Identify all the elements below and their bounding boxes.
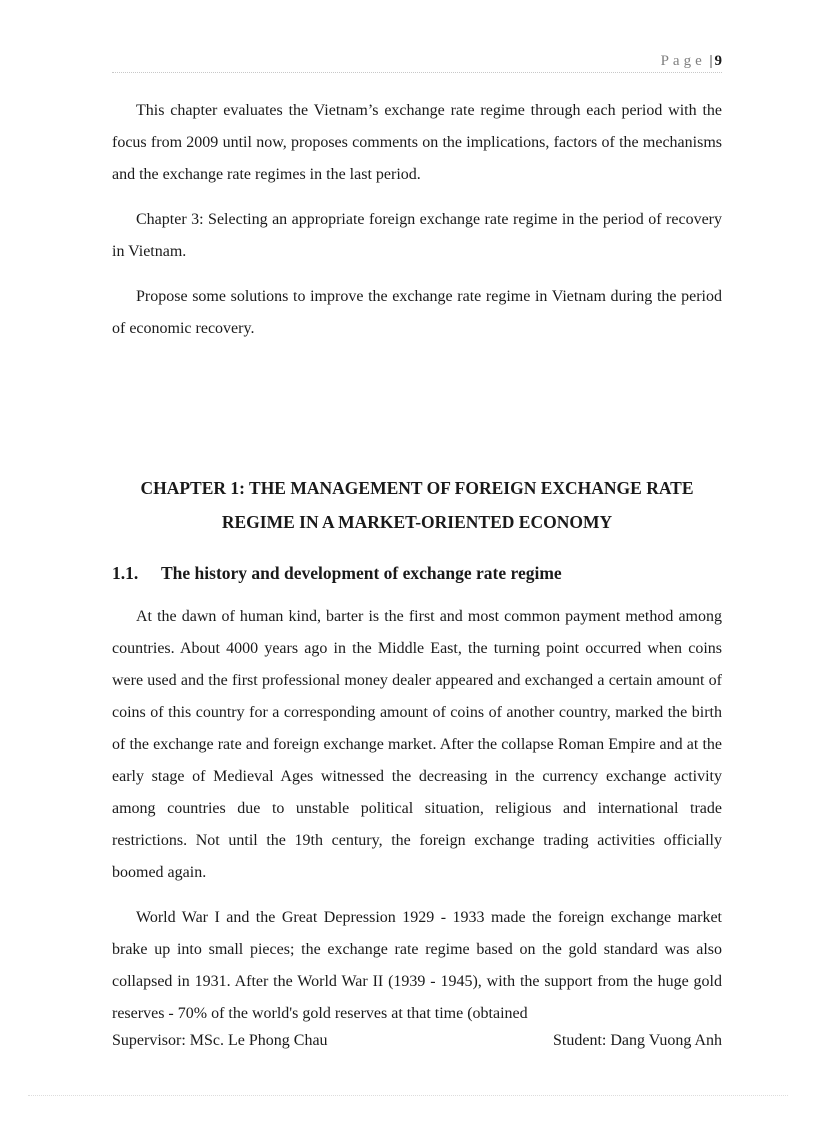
chapter-title: [112, 471, 722, 539]
chapter-title-line-2: REGIME IN A MARKET-ORIENTED ECONOMY: [221, 512, 613, 532]
intro-paragraph-3: Propose some solutions to improve the exchange rate regime in Vietnam during the period of economic recovery.: [112, 288, 722, 337]
page-header: [112, 50, 722, 73]
intro-paragraph-1: This chapter evaluates the Vietnam’s exchange rate regime through each period with the focus from 2009 until now, proposes comments on the implications, factors of the mechanisms and the exchange rate regimes in the last period.: [112, 102, 722, 183]
footer-student: Student: Dang Vuong Anh: [553, 1032, 722, 1049]
section-number: 1.1.: [112, 563, 139, 583]
section-heading: [112, 557, 722, 589]
page-separator: |: [709, 53, 713, 69]
page-number: 9: [714, 53, 722, 69]
chapter-title-line-1: CHAPTER 1: THE MANAGEMENT OF FOREIGN EXCHANGE RATE: [140, 478, 694, 498]
page-bottom-divider: [28, 1095, 788, 1096]
footer-supervisor: Supervisor: MSc. Le Phong Chau: [112, 1032, 328, 1049]
body-paragraph-2: World War I and the Great Depression 1929 - 1933 made the foreign exchange market brake up into small pieces; the exchange rate regime based on the gold standard was also collapsed in 1931. After the World War II (1939 - 1945), with the support from the huge gold reserves - 70% of the world's gold reserves at that time (obtained: [112, 909, 722, 1022]
page-footer: [112, 1029, 722, 1053]
page-label: Page: [660, 53, 706, 69]
intro-paragraph-2: Chapter 3: Selecting an appropriate foreign exchange rate regime in the period of recovery in Vietnam.: [112, 211, 722, 260]
section-spacer: [112, 358, 722, 453]
body-paragraph-1: At the dawn of human kind, barter is the first and most common payment method among countries. About 4000 years ago in the Middle East, the turning point occurred when coins were used and the first professional money dealer appeared and exchanged a certain amount of coins of this country for a corresponding amount of coins of another country, marked the birth of the exchange rate and foreign exchange market. After the collapse Roman Empire and at the early stage of Medieval Ages witnessed the decreasing in the currency exchange activity among countries due to unstable political situation, religious and international trade restrictions. Not until the 19th century, the foreign exchange trading activities officially boomed again.: [112, 608, 722, 881]
section-title: The history and development of exchange rate regime: [161, 563, 562, 583]
document-body: [112, 95, 722, 1043]
